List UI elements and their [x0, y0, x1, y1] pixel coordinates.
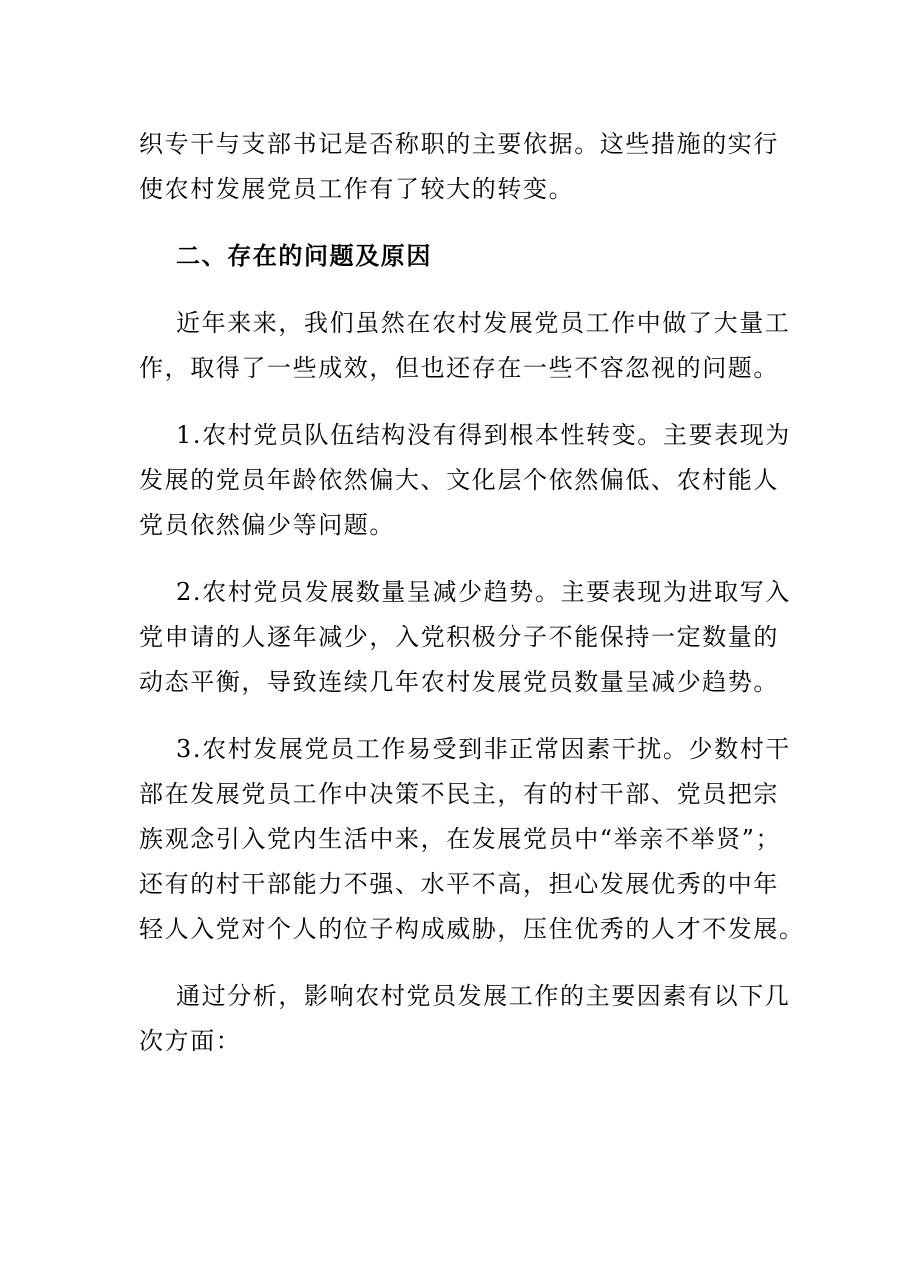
text-line: 党员依然偏少等问题。 [139, 511, 395, 539]
text-line: 织专干与支部书记是否称职的主要依据。这些措施的实行 [139, 130, 779, 158]
overview-paragraph [139, 301, 791, 391]
analysis-paragraph [139, 974, 791, 1064]
text-line: 作，取得了一些成效，但也还存在一些不容忽视的问题。 [139, 354, 779, 382]
section-heading [139, 234, 769, 279]
text-line: 族观念引入党内生活中来，在发展党员中“举亲不举贤”； [139, 825, 782, 853]
text-line: 次方面： [139, 1027, 242, 1055]
section-heading-text: 二、存在的问题及原因 [176, 242, 432, 270]
text-line: 党申请的人逐年减少，入党积极分子不能保持一定数量的 [139, 623, 779, 651]
text-line: 3.农村发展党员工作易受到非正常因素干扰。少数村干 [176, 735, 791, 763]
text-line: 1.农村党员队伍结构没有得到根本性转变。主要表现为 [176, 421, 791, 449]
document-body [139, 122, 805, 1064]
text-line: 使农村发展党员工作有了较大的转变。 [139, 175, 575, 203]
text-line: 还有的村干部能力不强、水平不高，担心发展优秀的中年 [139, 870, 779, 898]
text-line: 近年来来，我们虽然在农村发展党员工作中做了大量工 [176, 309, 791, 337]
problem-item-2 [139, 570, 791, 705]
text-line: 通过分析，影响农村党员发展工作的主要因素有以下几 [176, 982, 791, 1010]
text-line: 动态平衡，导致连续几年农村发展党员数量呈减少趋势。 [139, 668, 779, 696]
problem-item-1 [139, 413, 791, 548]
text-line: 轻人入党对个人的位子构成威胁，压住优秀的人才不发展。 [139, 915, 805, 943]
text-line: 发展的党员年龄依然偏大、文化层个依然偏低、农村能人 [139, 466, 779, 494]
problem-item-3 [139, 727, 805, 952]
intro-paragraph [139, 122, 779, 212]
text-line: 部在发展党员工作中决策不民主，有的村干部、党员把宗 [139, 780, 779, 808]
text-line: 2.农村党员发展数量呈减少趋势。主要表现为进取写入 [176, 578, 791, 606]
